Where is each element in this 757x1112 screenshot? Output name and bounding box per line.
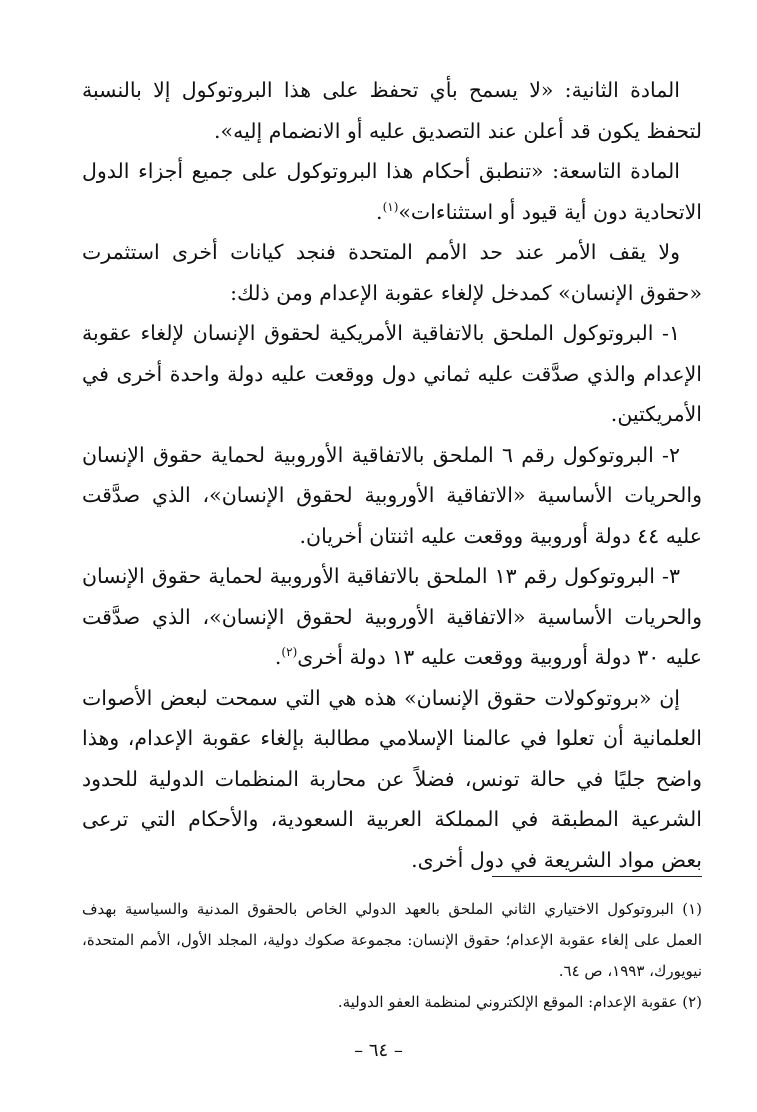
paragraph-article-two: المادة الثانية: «لا يسمح بأي تحفظ على هذا البروتوكول إلا بالنسبة لتحفظ يكون قد أعلن عند التصديق عليه أو الانضمام إليه». bbox=[82, 78, 702, 143]
footnotes bbox=[82, 894, 702, 1018]
paragraph-item-3 bbox=[82, 556, 702, 678]
paragraph-article-nine-suffix: . bbox=[376, 199, 383, 224]
footnote-ref-2[interactable]: (٢) bbox=[281, 645, 298, 660]
paragraph-item-3-suffix: . bbox=[274, 645, 282, 669]
paragraph-item-2: ٢- البروتوكول رقم ٦ الملحق بالاتفاقية الأوروبية لحماية حقوق الإنسان والحريات الأساسية «الاتفاقية الأوروبية لحقوق الإنسان»، الذي صدَّقت عليه ٤٤ دولة أوروبية ووقعت عليه اثنتان أخريان. bbox=[82, 442, 702, 548]
paragraph-item-1: ١- البروتوكول الملحق بالاتفاقية الأمريكية لحقوق الإنسان لإلغاء عقوبة الإعدام والذي صدَّقت عليه ثماني دول ووقعت عليه دولة واحدة أخرى في الأمريكتين. bbox=[82, 321, 702, 426]
footnote-1: (١) البروتوكول الاختياري الثاني الملحق بالعهد الدولي الخاص بالحقوق المدنية والسياسية بهدف العمل على إلغاء عقوبة الإعدام؛ حقوق الإنسان: مجموعة صكوك دولية، المجلد الأول، الأمم المتحدة، نيويورك، ١٩٩٣، ص ٦٤. bbox=[82, 900, 702, 980]
page-number: – ٦٤ – bbox=[354, 1040, 403, 1061]
paragraph-other-entities: ولا يقف الأمر عند حد الأمم المتحدة فنجد كيانات أخرى استثمرت «حقوق الإنسان» كمدخل لإلغاء عقوبة الإعدام ومن ذلك: bbox=[82, 240, 702, 305]
page-content bbox=[82, 70, 702, 1011]
paragraph-article-nine-text: المادة التاسعة: «تنطبق أحكام هذا البروتوكول على جميع أجزاء الدول الاتحادية دون أية قيود أو استثناءات» bbox=[82, 159, 702, 224]
paragraph-conclusion: إن «بروتوكولات حقوق الإنسان» هذه هي التي سمحت لبعض الأصوات العلمانية أن تعلوا في عالمنا الإسلامي مطالبة بإلغاء عقوبة الإعدام، وهذا واضح جليًا في حالة تونس، فضلاً عن محاربة المنظمات الدولية للحدود الشرعية المطبقة في المملكة العربية السعودية، والأحكام التي ترعى بعض مواد الشريعة في دول أخرى. bbox=[82, 685, 702, 872]
footnote-ref-1[interactable]: (١) bbox=[382, 199, 399, 214]
main-text bbox=[82, 70, 702, 880]
footnote-divider bbox=[492, 876, 702, 877]
paragraph-item-3-text: ٣- البروتوكول رقم ١٣ الملحق بالاتفاقية الأوروبية لحماية حقوق الإنسان والحريات الأساسية «الاتفاقية الأوروبية لحقوق الإنسان»، الذي صدَّقت عليه ٣٠ دولة أوروبية ووقعت عليه ١٣ دولة أخرى bbox=[82, 564, 702, 669]
footnote-2: (٢) عقوبة الإعدام: الموقع الإلكتروني لمنظمة العفو الدولية. bbox=[337, 993, 702, 1011]
paragraph-article-nine bbox=[82, 151, 702, 232]
